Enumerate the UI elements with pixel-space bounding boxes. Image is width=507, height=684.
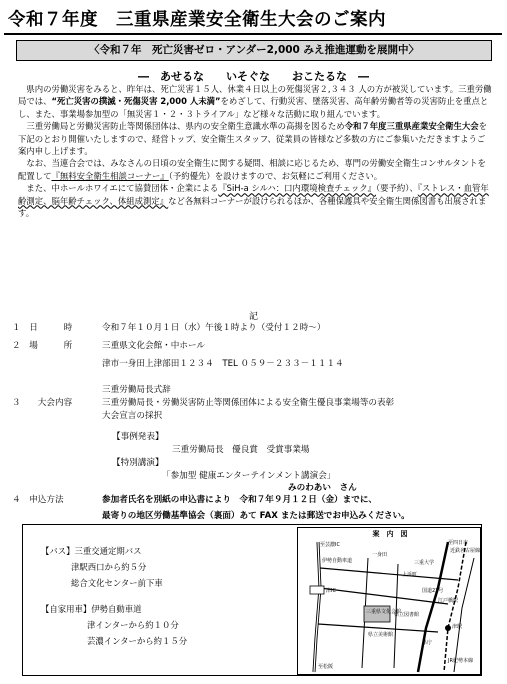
place-value: 三重県文化会館・中ホール [102,341,205,351]
content-label: ３ 大会内容 [12,398,73,408]
content-line-3: 大会宣言の採択 [102,411,163,421]
map-label-museum: 県立美術館 [368,632,394,638]
content-line-2: 三重労働局長・労働災害防止等関係団体による安全衛生優良事業場等の表彰 [102,398,395,408]
map-label-matsusaka: 至松阪 [318,664,334,670]
bus-access [41,543,261,591]
map-label-library: 県立図書館 [394,612,420,618]
bus-line-1: 津駅西口から約５分 [71,562,147,572]
intro-text [18,83,492,219]
map-label-isedo: 伊勢自動車道 [322,558,353,564]
map-title: 案 内 図 [372,530,408,538]
campaign-banner: 〈令和７年 死亡災害ゼロ・アンダー2,000 みえ推進運動を展開中〉 [16,40,492,61]
bus-heading: 【バス】三重交通定期バス [41,546,142,556]
map-label-tsu-ic: 津IC [326,588,336,594]
map-label-edobashi: 江戸橋駅 [438,598,459,604]
apply-line-2: 最寄りの地区労働基準協会（裏面）あて FAX または郵送でお申込みください。 [102,511,410,521]
access-info [41,543,261,659]
access-box [22,524,482,676]
case-detail: 三重労働局長 優良賞 受賞事業場 [172,445,310,455]
date-value: 令和７年１０月１日（水）午後１時より（受付１２時～） [102,323,326,333]
lecture-title: 「参加型 健康エンターテインメント講演会」 [162,471,336,481]
map-label-station: 津駅 [452,624,463,630]
paragraph-4: また、中ホールホワイエにて協賛団体・企業による『SiH-a シルハ：口内環境検査チェック』（要予約）、『ストレス・血管年齢測定、脳年齢チェック、体組成測定』など各無料コーナーが設けられるほか、各種保護具や安全衛生関係図書も出展されます。 [18,183,489,219]
map-label-kanbe: 上浜町 [402,572,418,578]
content-line-1: 三重労働局長式辞 [102,385,171,395]
bus-line-2: 総合文化センター前下車 [71,578,163,588]
place-label: ２ 場 所 [12,341,73,351]
station-marker [445,625,451,631]
paragraph-3: なお、当連合会では、みなさんの日頃の安全衛生に関する疑問、相談に応じるため、専門の労働安全衛生コンサルタントを配置して『無料安全衛生相談コーナー』（予約優先）を設けますので、お気軽にご利用ください。 [18,158,486,181]
apply-line-1: 参加者氏名を別紙の申込書により 令和７年９月１２日（金）までに、 [102,495,378,505]
map-label-jr: JR紀勢本線 [448,658,473,664]
place-address: 津市一身田上津部田１２３４ TEL ０５９－２３３－１１１４ [102,359,344,369]
paragraph-2: 三重労働局と労働災害防止等関係団体は、県内の安全衛生意識水準の高揚を図るため令和７年度三重県産業安全衛生大会を下記のとおり開催いたしますので、経営トップ、安全衛生スタッフ、従業員の皆様など多数の方にご参集いただきますようご案内申し上げます。 [18,121,488,157]
car-line-1: 津インターから約１０分 [87,620,179,630]
car-line-2: 芸濃インターから約１５分 [87,636,188,646]
lecture-heading: 【特別講演】 [112,458,164,468]
map-label-venue: 三重県文化会館 [366,609,402,615]
map-label-route23: 国道23号 [422,588,444,594]
map-label-univ: 三重大学 [414,560,435,566]
access-map [297,527,481,675]
ki-heading: 記 [248,312,258,322]
paragraph-1: 県内の労働災害をみると、昨年は、死亡災害１５人、休業４日以上の死傷災害２,３４３ 人の方が被災しています。三重労働局では、“死亡災害の撲滅・死傷災害 2,000 人未満”をめざして、行動災害、墜落災害、高年齢労働者等の災害防止を重点とし、また、事業場参加型の「無災害１・２・３トライアル」など様々な活動に取り組んでいます。 [18,84,492,119]
map-label-geino: 至芸濃IC [320,542,340,548]
map-label-pref: 県庁 [422,640,433,646]
map-label-shirozuka: 一身田 [372,552,388,558]
slogan: ― あせるな いそぐな おこたるな ― [138,70,369,83]
lecture-speaker: みのわあい さん [288,483,357,493]
ic-marker [310,586,324,594]
case-heading: 【事例発表】 [112,432,164,442]
car-heading: 【自家用車】伊勢自動車道 [41,604,142,614]
date-label: １ 日 時 [12,323,73,333]
map-label-yokkaichi: 至四日市 [448,540,469,546]
title-divider [4,33,502,35]
map-label-kintetsu: 近鉄名古屋線 [450,548,481,554]
car-access [41,601,261,649]
apply-label: ４ 申込方法 [12,495,64,505]
page-title: 令和７年度 三重県産業安全衛生大会のご案内 [8,10,386,30]
